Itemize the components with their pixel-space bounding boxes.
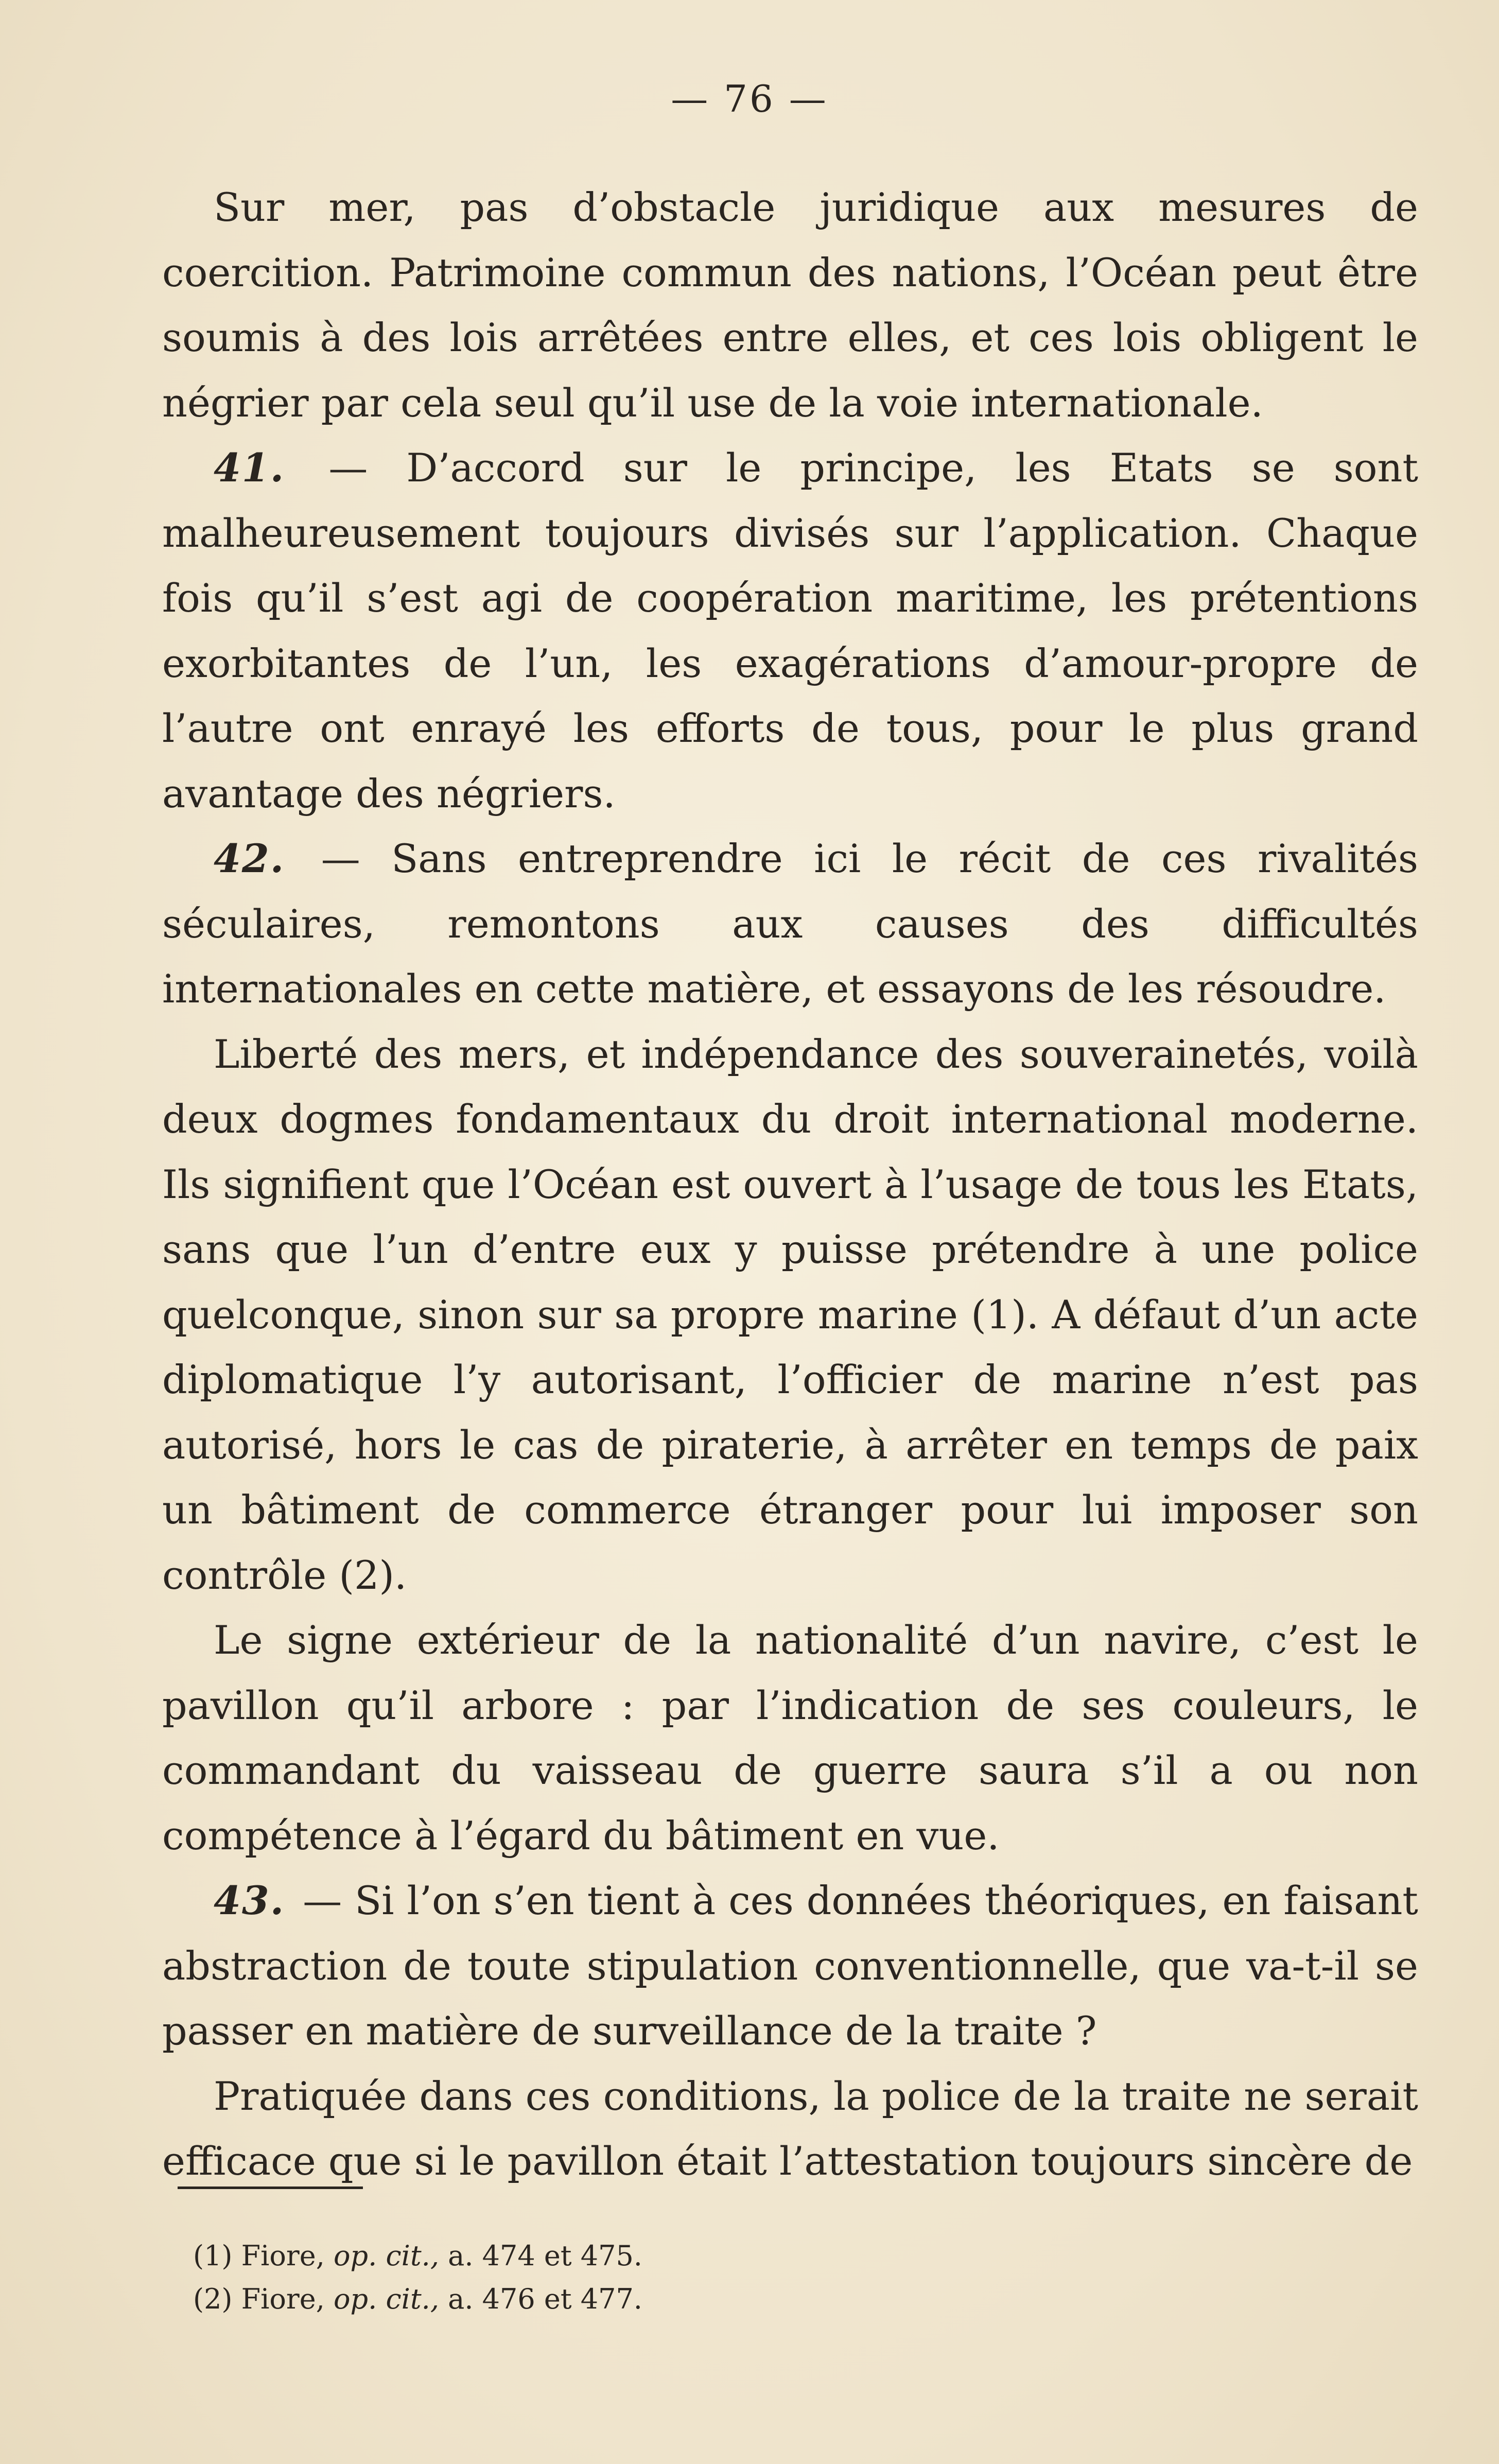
numbered-paragraph-42 bbox=[162, 826, 1418, 1022]
paragraph-text: — D’accord sur le principe, les Etats se sont malheureusement toujours divisés sur l’application. Chaque fois qu’il s’est agi de coopération maritime, les prétentions exorbitantes de l’un, les exagérations d’amour-propre de l’autre ont enrayé les efforts de tous, pour le plus grand avantage des négriers. bbox=[162, 445, 1418, 817]
paragraph bbox=[162, 2064, 1418, 2194]
paragraph-text: Le signe extérieur de la nationalité d’un navire, c’est le pavillon qu’il arbore : par l’indication de ses couleurs, le commandant du vaisseau de guerre saura s’il a ou non compétence à l’égard du bâtiment en vue. bbox=[162, 1617, 1418, 1859]
footnote-author: Fiore, bbox=[241, 2283, 325, 2315]
footnote-reference: op. cit., bbox=[334, 2283, 439, 2315]
paragraph bbox=[162, 1608, 1418, 1868]
paragraph-text: Sur mer, pas d’obstacle juridique aux mesures de coercition. Patrimoine commun des nations, l’Océan peut être soumis à des lois arrêtées entre elles, et ces lois obligent le négrier par cela seul qu’il use de la voie internationale. bbox=[162, 184, 1418, 426]
footnote-detail: a. 474 et 475. bbox=[448, 2240, 642, 2272]
footnotes bbox=[193, 2234, 914, 2321]
paragraph-number: 41. bbox=[214, 445, 285, 491]
paragraph bbox=[162, 1022, 1418, 1608]
paragraph-text: — Si l’on s’en tient à ces données théoriques, en faisant abstraction de toute stipulation conventionnelle, que va-t-il se passer en matière de surveillance de la traite ? bbox=[162, 1878, 1418, 2054]
page-number: — 76 — bbox=[671, 77, 828, 120]
paragraph-number: 43. bbox=[214, 1878, 285, 1923]
footnote-mark: (2) bbox=[193, 2283, 233, 2315]
paragraph bbox=[162, 175, 1418, 436]
footnote-1 bbox=[193, 2234, 914, 2278]
paragraph-text: — Sans entreprendre ici le récit de ces rivalités séculaires, remontons aux causes des difficultés internationales en cette matière, et essayons de les résoudre. bbox=[162, 836, 1418, 1012]
paragraph-text: Pratiquée dans ces conditions, la police de la traite ne serait efficace que si le pavillon était l’attestation toujours sincère de bbox=[162, 2073, 1418, 2184]
footnote-mark: (1) bbox=[193, 2240, 233, 2272]
footnote-divider bbox=[178, 2187, 363, 2189]
body-text bbox=[162, 175, 1418, 2194]
numbered-paragraph-41 bbox=[162, 436, 1418, 826]
footnote-detail: a. 476 et 477. bbox=[448, 2283, 642, 2315]
footnote-author: Fiore, bbox=[241, 2240, 325, 2272]
paragraph-text: Liberté des mers, et indépendance des souverainetés, voilà deux dogmes fondamentaux du droit international moderne. Ils signifient que l’Océan est ouvert à l’usage de tous les Etats, sans que l’un d’entre eux y puisse prétendre à une police quelconque, sinon sur sa propre marine (1). A défaut d’un acte diplomatique l’y autorisant, l’officier de marine n’est pas autorisé, hors le cas de piraterie, à arrêter en temps de paix un bâtiment de commerce étranger pour lui imposer son contrôle (2). bbox=[162, 1031, 1418, 1598]
paragraph-number: 42. bbox=[214, 836, 285, 881]
footnote-reference: op. cit., bbox=[334, 2240, 439, 2272]
footnote-2 bbox=[193, 2278, 914, 2321]
numbered-paragraph-43 bbox=[162, 1868, 1418, 2064]
